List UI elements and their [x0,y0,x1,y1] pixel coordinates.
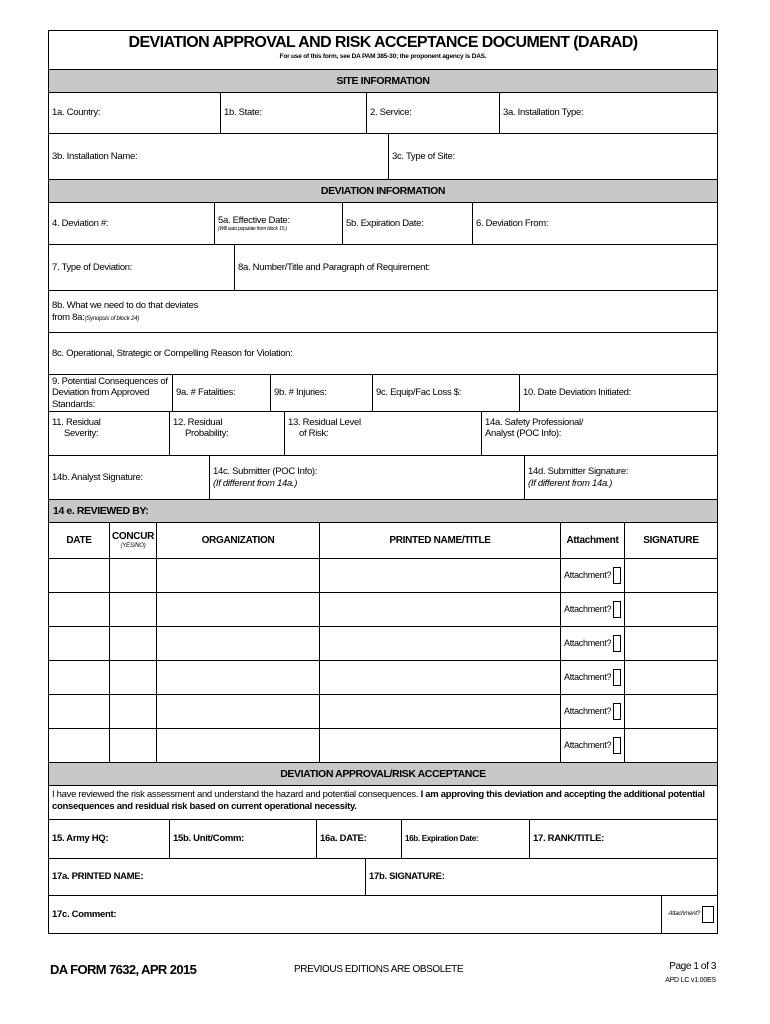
expiration-date-label: 5b. Expiration Date: [346,217,424,229]
row-concur-field[interactable] [109,695,156,728]
safety-professional-field[interactable] [481,412,717,455]
table-row [49,728,717,762]
comment-field[interactable] [49,896,661,933]
submitter-poc-field[interactable] [209,456,524,499]
attachment-label: Attachment? [564,706,612,717]
row-attachment-cell [560,661,624,694]
army-hq-field[interactable] [49,820,169,858]
approval-date-field[interactable] [316,820,401,858]
col-date-header [49,523,109,558]
residual-severity-line1: 11. Residual [52,417,101,428]
residual-probability-line1: 12. Residual [173,417,223,428]
approval-statement [49,786,717,819]
table-row [49,626,717,660]
attachment-label: Attachment? [564,570,612,581]
deviation-from-field[interactable] [472,203,717,244]
potential-consequences-line1: 9. Potential Consequences of [52,375,168,387]
installation-type-label: 3a. Installation Type: [503,107,584,119]
operational-reason-field[interactable] [49,333,717,374]
row-organization-field[interactable] [156,593,319,626]
fatalities-field[interactable] [172,375,270,411]
comment-attachment-cell [661,896,717,933]
row-signature-field[interactable] [624,627,717,660]
rank-title-label: 17. RANK/TITLE: [533,833,604,845]
table-row [49,592,717,626]
residual-level-line2: of Risk: [299,428,329,440]
submitter-poc-note: (If different from 14a.) [213,477,298,489]
type-of-deviation-label: 7. Type of Deviation: [52,261,133,273]
deviation-number-label: 4. Deviation #: [52,217,109,229]
residual-probability-field[interactable] [169,412,284,455]
site-info-header: SITE INFORMATION [49,69,717,92]
form-version: APD LC v1.00ES [665,977,716,984]
requirement-field[interactable] [234,245,717,290]
row-date-field[interactable] [49,661,109,694]
approval-statement-bold: I am approving this deviation and accepting the additional potential consequences and residual risk based on current operational necessity. [52,789,705,813]
potential-consequences-line2: Deviation from Approved Standards: [52,387,150,410]
deviation-info-header: DEVIATION INFORMATION [49,179,717,202]
approval-signature-field[interactable] [365,859,717,895]
row-signature-field[interactable] [624,661,717,694]
row-printed-name-field[interactable] [319,627,560,660]
row-concur-field[interactable] [109,729,156,762]
attachment-checkbox[interactable] [613,669,621,686]
approval-expiration-field[interactable] [401,820,529,858]
row-printed-name-field[interactable] [319,661,560,694]
country-label: 1a. Country: [52,107,101,119]
army-hq-label: 15. Army HQ: [52,833,109,845]
potential-consequences-cell [49,375,172,411]
deviation-from-label: 6. Deviation From: [476,217,549,229]
attachment-checkbox[interactable] [613,737,621,754]
installation-type-field[interactable] [499,93,717,133]
residual-severity-line2: Severity: [64,428,99,440]
submitter-signature-field[interactable] [524,456,717,499]
analyst-signature-field[interactable] [49,456,209,499]
row-printed-name-field[interactable] [319,729,560,762]
unit-comm-label: 15b. Unit/Comm: [173,833,244,845]
requirement-label: 8a. Number/Title and Paragraph of Requirement: [238,261,430,273]
installation-name-label: 3b. Installation Name: [52,150,138,162]
form-subtitle: For use of this form, see DA PAM 385-30; the proponent agency is DAS. [279,53,487,60]
row-printed-name-field[interactable] [319,695,560,728]
row-concur-field[interactable] [109,661,156,694]
comment-attachment-label: Attachment? [668,910,700,917]
row-organization-field[interactable] [156,695,319,728]
row-printed-name-field[interactable] [319,559,560,592]
printed-name-field[interactable] [49,859,365,895]
operational-reason-label: 8c. Operational, Strategic or Compelling Reason for Violation: [52,347,293,359]
row-concur-field[interactable] [109,627,156,660]
row-attachment-cell [560,695,624,728]
row-organization-field[interactable] [156,559,319,592]
col-printed-name-header [319,523,560,558]
what-we-need-note: (Synopsis of block 24) [84,315,140,322]
deviation-number-field[interactable] [49,203,214,244]
row-date-field[interactable] [49,627,109,660]
attachment-checkbox[interactable] [613,635,621,652]
comment-label: 17c. Comment: [52,908,117,920]
col-organization-header [156,523,319,558]
table-row [49,694,717,728]
form-footer [48,960,718,1000]
unit-comm-field[interactable] [169,820,316,858]
row-concur-field[interactable] [109,559,156,592]
equip-loss-field[interactable] [372,375,519,411]
residual-level-line1: 13. Residual Level [288,417,361,428]
injuries-field[interactable] [270,375,372,411]
attachment-label: Attachment? [564,672,612,683]
table-row [49,558,717,592]
residual-severity-field[interactable] [49,412,169,455]
col-attachment-label: Attachment [566,534,619,546]
date-initiated-field[interactable] [519,375,717,411]
page-number: Page 1 of 3 [669,961,716,972]
col-signature-label: SIGNATURE [643,534,699,546]
comment-attachment-checkbox[interactable] [702,906,714,923]
row-signature-field[interactable] [624,559,717,592]
form-number: DA FORM 7632, APR 2015 [50,962,197,977]
fatalities-label: 9a. # Fatalities: [176,387,236,399]
equip-loss-label: 9c. Equip/Fac Loss $: [376,387,462,399]
state-field[interactable] [220,93,366,133]
type-of-deviation-field[interactable] [49,245,234,290]
col-date-label: DATE [66,534,92,546]
col-concur-header [109,523,156,558]
col-signature-header [624,523,717,558]
row-printed-name-field[interactable] [319,593,560,626]
reviewed-by-header: 14 e. REVIEWED BY: [49,499,717,522]
row-attachment-cell [560,627,624,660]
approval-date-label: 16a. DATE: [320,833,367,845]
effective-date-field[interactable] [214,203,342,244]
row-date-field[interactable] [49,695,109,728]
attachment-label: Attachment? [564,604,612,615]
safety-professional-line2: Analyst (POC Info): [485,428,562,440]
row-signature-field[interactable] [624,593,717,626]
row-signature-field[interactable] [624,695,717,728]
state-label: 1b. State: [224,107,262,119]
what-we-need-label-line1: 8b. What we need to do that deviates [52,300,199,312]
row-organization-field[interactable] [156,661,319,694]
safety-professional-line1: 14a. Safety Professional/ [485,417,584,428]
service-label: 2. Service: [370,107,412,119]
row-attachment-cell [560,729,624,762]
rank-title-field[interactable] [529,820,717,858]
installation-name-field[interactable] [49,134,388,179]
row-attachment-cell [560,559,624,592]
approval-signature-label: 17b. SIGNATURE: [369,871,445,883]
expiration-date-field[interactable] [342,203,472,244]
type-of-site-field[interactable] [388,134,717,179]
row-attachment-cell [560,593,624,626]
row-date-field[interactable] [49,559,109,592]
approval-expiration-label: 16b. Expiration Date: [405,834,479,844]
previous-editions-note: PREVIOUS EDITIONS ARE OBSOLETE [294,964,464,975]
row-organization-field[interactable] [156,729,319,762]
effective-date-label: 5a. Effective Date: [218,214,290,226]
approval-header: DEVIATION APPROVAL/RISK ACCEPTANCE [49,762,717,785]
col-attachment-header [560,523,624,558]
residual-level-field[interactable] [284,412,481,455]
what-we-need-label-line2: from 8a: [52,311,85,323]
row-date-field[interactable] [49,593,109,626]
submitter-signature-note: (If different from 14a.) [528,477,613,489]
injuries-label: 9b. # Injuries: [274,387,327,399]
attachment-label: Attachment? [564,740,612,751]
attachment-checkbox[interactable] [613,601,621,618]
submitter-signature-label: 14d. Submitter Signature: [528,466,629,478]
row-organization-field[interactable] [156,627,319,660]
col-concur-note: (YES/NO) [120,542,146,549]
col-printed-name-label: PRINTED NAME/TITLE [389,534,491,546]
country-field[interactable] [49,93,220,133]
date-initiated-label: 10. Date Deviation Initiated: [523,387,632,399]
form-title-block [49,31,717,69]
attachment-checkbox[interactable] [613,567,621,584]
residual-probability-line2: Probability: [185,428,229,440]
printed-name-label: 17a. PRINTED NAME: [52,871,144,883]
row-concur-field[interactable] [109,593,156,626]
row-signature-field[interactable] [624,729,717,762]
col-organization-label: ORGANIZATION [201,534,275,546]
type-of-site-label: 3c. Type of Site: [392,150,455,162]
service-field[interactable] [366,93,499,133]
col-concur-label: CONCUR [111,530,155,542]
row-date-field[interactable] [49,729,109,762]
analyst-signature-label: 14b. Analyst Signature: [52,471,143,483]
form-title: DEVIATION APPROVAL AND RISK ACCEPTANCE DOCUMENT (DARAD) [128,34,638,51]
approval-statement-text: I have reviewed the risk assessment and understand the hazard and potential consequences. [52,789,421,800]
what-we-need-field[interactable] [49,291,717,332]
darad-form [48,30,718,934]
effective-date-note: (Will auto populate from block 15.) [218,226,287,233]
submitter-poc-label: 14c. Submitter (POC Info): [213,466,318,478]
attachment-checkbox[interactable] [613,703,621,720]
table-row [49,660,717,694]
attachment-label: Attachment? [564,638,612,649]
